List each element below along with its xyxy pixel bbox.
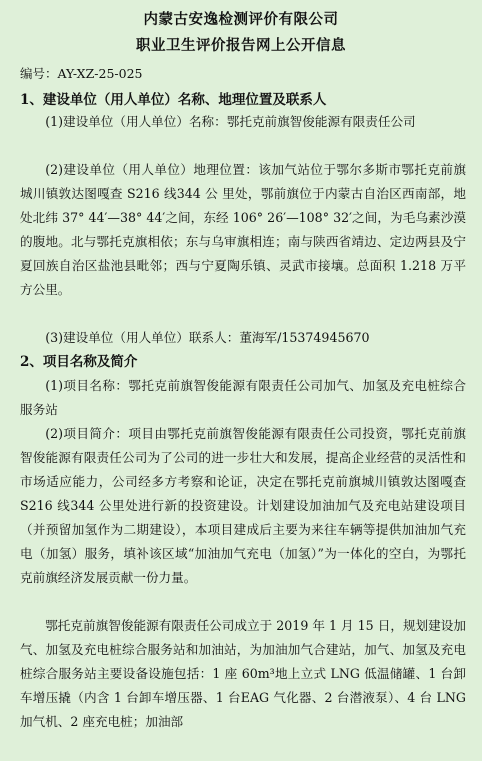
- company-name: 内蒙古安逸检测评价有限公司: [143, 11, 339, 28]
- section2-company-paragraph: 鄂托克前旗智俊能源有限责任公司成立于 2019 年 1 月 15 日，规划建设加气、加氢及充电桩综合服务站和加油站，为加油加气合建站，加气、加氢及充电桩综合服务站主要设备设施包括：1 座 60m³地上立式 LNG 低温储罐、1 台卸车增压撬（内含 1 台卸车增压器、1 台EAG 气化器、2 台潜液泵）、4 台 LNG 加气机、2 座充电桩；加油部: [20, 618, 466, 729]
- section2-heading: 2、项目名称及简介: [20, 354, 138, 370]
- section1-location-paragraph: (2)建设单位（用人单位）地理位置：该加气站位于鄂尔多斯市鄂托克前旗城川镇敦达图嘎查 S216 线344 公 里处，鄂前旗位于内蒙古自治区西南部，地处北纬 37° 44′—38° 44′之间，东经 106° 26′—108° 32′之间，为毛乌素沙漠的腹地。北与鄂托克旗相依；东与乌审旗相连；南与陕西省靖边、定边两县及宁夏回族自治区盐池县毗邻；西与宁夏陶乐镇、灵武市接壤。总面积 1.218 万平方公里。: [20, 162, 466, 297]
- section1-contact-paragraph: (3)建设单位（用人单位）联系人：董海军/15374945670: [45, 330, 370, 345]
- document-number: 编号：AY-XZ-25-025: [20, 66, 143, 81]
- section1-heading: 1、建设单位（用人单位）名称、地理位置及联系人: [20, 92, 327, 108]
- section2-project-name-paragraph: (1)项目名称：鄂托克前旗智俊能源有限责任公司加气、加氢及充电桩综合服务站: [20, 378, 466, 417]
- section2-project-intro-paragraph: (2)项目简介：项目由鄂托克前旗智俊能源有限责任公司投资，鄂托克前旗智俊能源有限责任公司为了公司的进一步壮大和发展，提高企业经营的灵活性和市场适应能力，公司经多方考察和论证，决定在鄂托克前旗城川镇敦达图嘎查S216 线344 公里处进行新的投资建设。计划建设加油加气及充电站建设项目（并预留加氢作为二期建设），本项目建成后主要为来往车辆等提供加油加气充电（加氢）服务，填补该区域“加油加气充电（加氢）”为一体化的空白，为鄂托克前旗经济发展贡献一份力量。: [20, 426, 466, 585]
- section1-name-paragraph: (1)建设单位（用人单位）名称：鄂托克前旗智俊能源有限责任公司: [45, 114, 416, 129]
- page-title: 职业卫生评价报告网上公开信息: [136, 37, 346, 54]
